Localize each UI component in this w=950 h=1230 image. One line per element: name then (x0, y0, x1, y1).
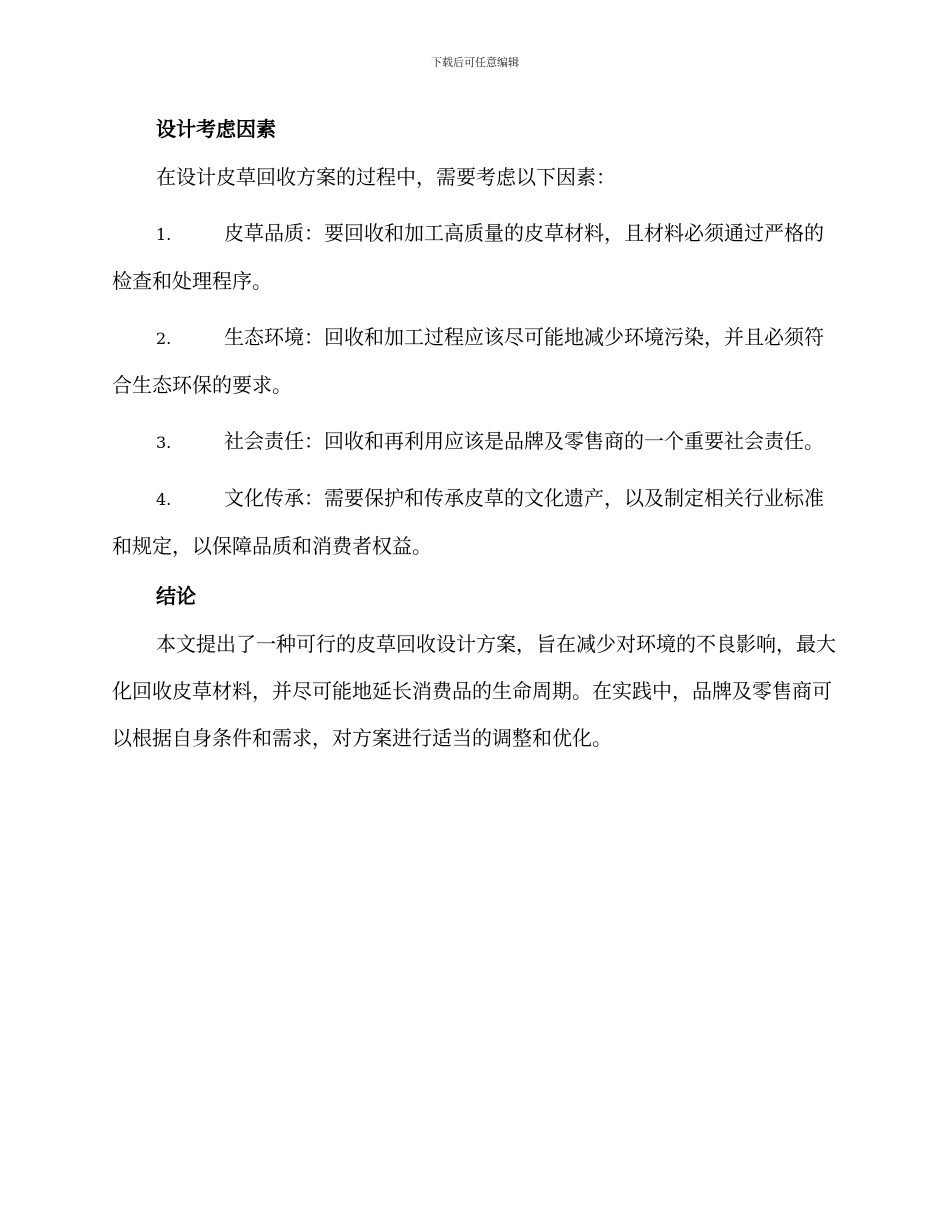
list-item-text: 文化传承：需要保护和传承皮草的文化遗产，以及制定相关行业标准和规定，以保障品质和消费者权益。 (112, 486, 824, 558)
section-heading-conclusion: 结论 (156, 584, 196, 608)
list-item-text: 生态环境：回收和加工过程应该尽可能地减少环境污染，并且必须符合生态环保的要求。 (112, 325, 824, 397)
intro-paragraph: 在设计皮草回收方案的过程中，需要考虑以下因素： (156, 165, 616, 189)
list-item-text: 皮草品质：要回收和加工高质量的皮草材料，且材料必须通过严格的检查和处理程序。 (112, 221, 824, 293)
list-item (112, 418, 836, 466)
list-item-number: 3. (156, 433, 172, 452)
list-item (112, 210, 836, 305)
conclusion-paragraph: 本文提出了一种可行的皮草回收设计方案，旨在减少对环境的不良影响，最大化回收皮草材料，并尽可能地延长消费品的生命周期。在实践中，品牌及零售商可以根据自身条件和需求，对方案进行适当的调整和优化。 (112, 632, 836, 750)
document-body (112, 112, 836, 762)
list-item-text: 社会责任：回收和再利用应该是品牌及零售商的一个重要社会责任。 (224, 429, 824, 453)
list-item-number: 2. (156, 329, 172, 348)
list-item (112, 314, 836, 409)
section-heading-design-factors: 设计考虑因素 (156, 117, 276, 141)
page-header-note: 下载后可任意编辑 (431, 56, 519, 69)
list-item-number: 1. (156, 225, 172, 244)
list-item (112, 475, 836, 570)
list-item-number: 4. (156, 490, 172, 509)
